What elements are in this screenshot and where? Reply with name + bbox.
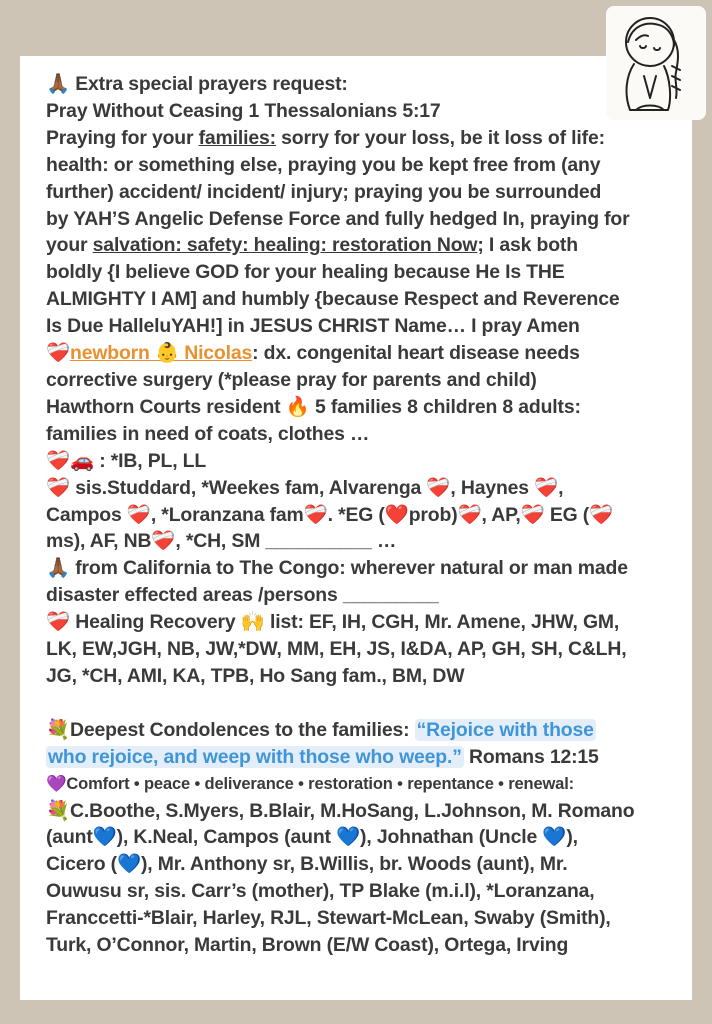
- names-line: Ouwusu sr, sis. Carr’s (mother), TP Blake (m.i.l), *Loranzana,: [46, 880, 595, 903]
- praying-girl-sticker: [606, 6, 706, 120]
- names-line: 💐C.Boothe, S.Myers, B.Blair, M.HoSang, L.Johnson, M. Romano: [46, 799, 635, 822]
- spacer: [46, 690, 682, 717]
- condolences-line: who rejoice, and weep with those who weep.” Romans 12:15: [48, 745, 599, 768]
- paragraph-line: by YAH’S Angelic Defense Force and fully hedged In, praying for: [46, 207, 630, 230]
- comfort-line: 💜Comfort • peace • deliverance • restoration • repentance • renewal:: [46, 774, 574, 793]
- paragraph-line: ALMIGHTY I AM] and humbly {because Respect and Reverence: [46, 288, 620, 311]
- paragraph-line: boldly {I believe GOD for your healing because He Is THE: [46, 261, 565, 284]
- names-line: Turk, O’Connor, Martin, Brown (E/W Coast), Ortega, Irving: [46, 934, 569, 957]
- salvation-underlined: salvation: safety: healing: restoration Now: [92, 234, 478, 257]
- scripture-line: Pray Without Ceasing 1 Thessalonians 5:17: [46, 99, 441, 122]
- title-line: 🙏🏾 Extra special prayers request:: [46, 73, 348, 95]
- list-line: corrective surgery (*please pray for parents and child): [46, 368, 537, 391]
- list-line: Campos ❤️‍🩹, *Loranzana fam❤️‍🩹. *EG (❤️prob)❤️‍🩹, AP,❤️‍🩹 EG (❤️‍🩹: [46, 503, 614, 526]
- paragraph-line: your salvation: safety: healing: restoration Now; I ask both: [46, 234, 578, 257]
- praying-girl-icon: [606, 6, 706, 120]
- list-line: ❤️‍🩹🚗 : *IB, PL, LL: [46, 449, 207, 472]
- list-line: LK, EW,JGH, NB, JW,*DW, MM, EH, JS, I&DA, AP, GH, SH, C&LH,: [46, 638, 627, 661]
- paragraph-line: health: or something else, praying you be kept free from (any: [46, 153, 601, 176]
- list-line: families in need of coats, clothes …: [46, 422, 370, 445]
- names-line: Cicero (💙), Mr. Anthony sr, B.Willis, br. Woods (aunt), Mr.: [46, 853, 568, 876]
- condolences-line: 💐Deepest Condolences to the families: “Rejoice with those: [46, 718, 594, 741]
- mending-heart-icon: ❤️‍🩹: [46, 342, 70, 365]
- list-line: ❤️‍🩹 Healing Recovery 🙌 list: EF, IH, CGH, Mr. Amene, JHW, GM,: [46, 611, 620, 634]
- list-line: JG, *CH, AMI, KA, TPB, Ho Sang fam., BM, DW: [46, 664, 465, 687]
- paragraph-line: Praying for your families: sorry for your loss, be it loss of life:: [46, 126, 605, 149]
- newborn-line: ❤️‍🩹newborn 👶 Nicolas: dx. congenital heart disease needs: [46, 342, 580, 365]
- names-line: (aunt💙), K.Neal, Campos (aunt 💙), Johnathan (Uncle 💙),: [46, 826, 578, 849]
- families-underlined: families:: [198, 126, 276, 149]
- list-line: disaster effected areas /persons _________: [46, 584, 439, 607]
- quote-highlight: who rejoice, and weep with those who weep.”: [48, 745, 462, 768]
- list-line: Hawthorn Courts resident 🔥 5 families 8 children 8 adults:: [46, 395, 581, 418]
- list-line: ms), AF, NB❤️‍🩹, *CH, SM __________ …: [46, 530, 397, 553]
- prayer-request-card: [20, 56, 692, 1000]
- quote-highlight: “Rejoice with those: [416, 718, 594, 741]
- names-line: Franccetti-*Blair, Harley, RJL, Stewart-McLean, Swaby (Smith),: [46, 907, 611, 930]
- list-line: 🙏🏾 from California to The Congo: wherever natural or man made: [46, 557, 628, 580]
- paragraph-line: Is Due HalleluYAH!] in JESUS CHRIST Name… I pray Amen: [46, 315, 580, 338]
- newborn-highlight: newborn 👶 Nicolas: [70, 342, 253, 365]
- paragraph-line: further) accident/ incident/ injury; praying you be surrounded: [46, 180, 602, 203]
- list-line: ❤️‍🩹 sis.Studdard, *Weekes fam, Alvarenga ❤️‍🩹, Haynes ❤️‍🩹,: [46, 476, 564, 499]
